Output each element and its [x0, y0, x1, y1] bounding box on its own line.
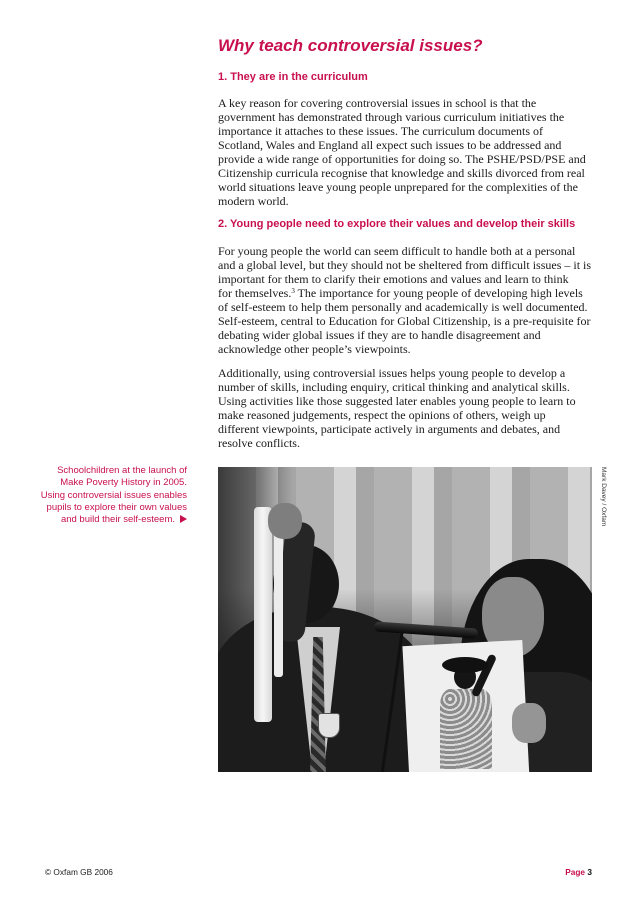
paragraph-line: modern world. [218, 194, 289, 208]
paragraph-values [218, 244, 591, 356]
paragraph-line: resolve conflicts. [218, 436, 300, 450]
caption-line [20, 514, 187, 526]
paragraph-line: important for them to clarify their emotions and values and learn to think [218, 272, 569, 286]
section-heading-curriculum: 1. They are in the curriculum [218, 71, 368, 83]
paragraph-line: number of skills, including enquiry, critical thinking and analytical skills. [218, 380, 570, 394]
paragraph-line: provide a wide range of opportunities for doing so. The PSHE/PSD/PSE and [218, 152, 586, 166]
section-heading-values-skills: 2. Young people need to explore their values and develop their skills [218, 218, 576, 230]
paragraph-line: Scotland, Wales and England all expect such issues to be addressed and [218, 138, 562, 152]
paragraph-line: debating wider global issues if they are to handle disagreement and [218, 328, 541, 342]
paragraph-line: world situations leave young people unprepared for the complexities of the [218, 180, 578, 194]
paragraph-line: Using activities like those suggested later enables young people to learn to [218, 394, 576, 408]
photo-paper-figure-hat [442, 657, 488, 673]
footer-copyright: © Oxfam GB 2006 [45, 867, 113, 877]
line-text: The importance for young people of developing high levels [294, 286, 583, 300]
paragraph-line: A key reason for covering controversial issues in school is that the [218, 96, 537, 110]
footer-page-number [565, 867, 592, 877]
paragraph-line: importance it attaches to these issues. The curriculum documents of [218, 124, 544, 138]
caption-line: pupils to explore their own values [46, 501, 187, 513]
paragraph-line [218, 286, 591, 300]
paragraph-skills [218, 366, 576, 450]
photo-caption [20, 465, 187, 526]
photo-girl-hand [512, 703, 546, 743]
page-label: Page [565, 867, 586, 877]
caption-line: Schoolchildren at the launch of [57, 465, 187, 476]
photo-ribbon-tail [274, 527, 283, 677]
photo-schoolchildren [218, 467, 592, 772]
page-title: Why teach controversial issues? [218, 36, 483, 55]
paragraph-line: different viewpoints, participate actively in arguments and debates, and [218, 422, 561, 436]
paragraph-curriculum [218, 96, 586, 208]
photo-ribbon [254, 507, 272, 722]
triangle-right-icon [180, 515, 187, 523]
caption-line: Using controversial issues enables [40, 489, 187, 501]
photo-hand [268, 503, 302, 539]
footnote-reference: 3 [291, 287, 295, 295]
paragraph-line: For young people the world can seem difficult to handle both at a personal [218, 244, 576, 258]
paragraph-line: Additionally, using controversial issues helps young people to develop a [218, 366, 566, 380]
paragraph-line: Self-esteem, central to Education for Global Citizenship, is a pre-requisite for [218, 314, 591, 328]
paragraph-line: acknowledge other people’s viewpoints. [218, 342, 411, 356]
photo-paper-figure-body [440, 689, 492, 769]
caption-line: Make Poverty History in 2005. [60, 477, 187, 489]
page-number: 3 [587, 867, 592, 877]
line-text: for themselves. [218, 286, 292, 300]
paragraph-line: government has demonstrated through various curriculum initiatives the [218, 110, 565, 124]
photo-boy-badge [318, 713, 340, 738]
photo-credit: Mark Davey / Oxfam [600, 467, 607, 527]
paragraph-line: and a global level, but they should not be sheltered from difficult issues – it is [218, 258, 592, 272]
caption-line-text: and build their self-esteem. [60, 514, 175, 526]
paragraph-line: make reasoned judgements, respect the opinions of others, weigh up [218, 408, 546, 422]
paragraph-line: Citizenship curricula recognise that knowledge and skills divorced from real [218, 166, 585, 180]
paragraph-line: of self-esteem to help them personally and academically is well documented. [218, 300, 588, 314]
